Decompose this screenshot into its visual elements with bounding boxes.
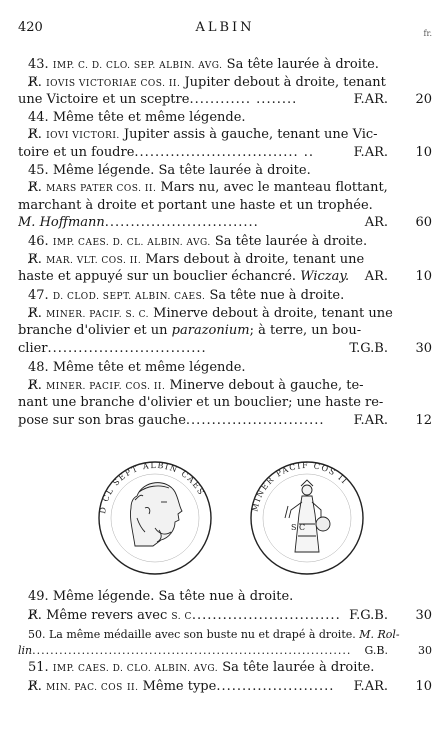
coin-legend: MIN. PAC. COS [46,683,123,693]
value: 10 [415,145,432,160]
value: 30 [415,341,432,356]
entry-45-reverse-source: M. Hoffmann.............................. AR. 60 [18,215,432,230]
entry-45: 45. Même légende. Sa tête laurée à droite. [28,163,311,178]
entry-50-cont: lin....................................................................... G.B. 30 [18,644,432,657]
rarity-ref: T.G.B. [349,341,388,356]
coin-obverse [98,461,211,574]
coin-legend: IMP. CAES. D. CL. ALBIN. AVG. [52,238,211,248]
coin-legend: MINER. PACIF. S. C. [46,310,150,320]
entry-44-reverse-cont: toire et un foudre................................ .. F.AR. 10 [18,145,432,160]
rarity-ref: G.B. [364,644,388,657]
value: 10 [415,269,432,284]
rarity-ref: F.AR. [353,413,388,428]
entry-47: 47. D. CLOD. SEPT. ALBIN. CAES. Sa tête nue à droite. [28,288,345,303]
rarity-ref: AR. [364,215,388,230]
coin-legend: IOVI VICTORI. [46,131,120,141]
entry-48-reverse-cont: nant une branche d'olivier et un bouclier; une haste re- [18,395,384,410]
entry-45-reverse-cont: marchant à droite et portant une haste et un trophée. [18,198,373,213]
entry-43: 43. IMP. C. D. CLO. SEP. ALBIN. AVG. Sa tête laurée à droite. [28,57,379,72]
entry-48-reverse: R̸. MINER. PACIF. COS. II. Minerve debout à gauche, te- [28,378,364,393]
coin-legend: MINER. PACIF. COS. II. [46,382,166,392]
rarity-ref: F.AR. [353,679,388,694]
rarity-ref: F.AR. [353,145,388,160]
entry-43-reverse: R̸. IOVIS VICTORIAE COS. II. Jupiter debout à droite, tenant [28,75,386,90]
page-header [18,20,432,38]
source-name: M. Hoffmann [18,215,105,230]
entry-44-reverse: R̸. IOVI VICTORI. Jupiter assis à gauche, tenant une Vic- [28,127,378,142]
coin-legend: MARS PATER COS. II. [46,184,157,194]
coin-legend: S. C [171,612,192,622]
entry-48-reverse-end: pose sur son bras gauche........................... F.AR. 12 [18,413,432,428]
rarity-ref: F.G.B. [349,608,388,623]
entry-49: 49. Même légende. Sa tête nue à droite. [28,589,294,604]
coin-legend: MAR. VLT. COS. II. [46,256,142,266]
source-name: Wiczay. [300,269,350,284]
entry-47-reverse: R̸. MINER. PACIF. S. C. Minerve debout à droite, tenant une [28,306,393,321]
running-title: ALBIN [195,20,255,35]
minerva-figure-icon [285,480,330,552]
rarity-ref: AR. [364,269,388,284]
value: 10 [415,679,432,694]
value: 12 [415,413,432,428]
entry-48: 48. Même tête et même légende. [28,360,246,375]
obverse-legend: D CL SEPT ALBIN CAES [98,460,207,515]
coin-reverse [250,461,363,574]
value: 20 [415,92,432,107]
page-number: 420 [18,20,43,35]
coin-illustration [95,458,365,578]
source-name: M. Rol- [359,628,400,641]
reverse-sc-mark: S C [291,523,306,532]
entry-51: 51. IMP. CAES. D. CLO. ALBIN. AVG. Sa tête laurée à droite. [28,660,375,675]
corner-mark: fr. [423,29,432,38]
value: 60 [415,215,432,230]
rarity-ref: F.AR. [353,92,388,107]
entry-50: 50. La même médaille avec son buste nu et drapé à droite. M. Rol- [28,628,400,641]
entry-46-reverse: R̸. MAR. VLT. COS. II. Mars debout à droite, tenant une [28,252,365,267]
entry-47-reverse-end: clier............................... T.G.B. 30 [18,341,432,356]
coin-legend: IMP. CAES. D. CLO. ALBIN. AVG. [52,664,219,674]
entry-45-reverse: R̸. MARS PATER COS. II. Mars nu, avec le manteau flottant, [28,180,388,195]
value: 30 [415,608,432,623]
entry-47-reverse-cont: branche d'olivier et un parazonium; à terre, un bou- [18,323,362,338]
entry-43-reverse-cont: une Victoire et un sceptre............ ........ F.AR. 20 [18,92,432,107]
coin-legend: IMP. C. D. CLO. SEP. ALBIN. AVG. [52,61,223,71]
coin-legend: D. CLOD. SEPT. ALBIN. CAES. [52,292,206,302]
value: 30 [418,644,432,657]
entry-46-reverse-cont: haste et appuyé sur un bouclier échancré. Wiczay. AR. 10 [18,269,432,284]
portrait-head-icon [130,483,182,546]
coin-legend: IOVIS VICTORIAE COS. II. [46,79,181,89]
entry-46: 46. IMP. CAES. D. CL. ALBIN. AVG. Sa tête laurée à droite. [28,234,368,249]
entry-51-reverse: R̸. MIN. PAC. COS II. Même type....................... F.AR. 10 [28,679,432,694]
entry-44: 44. Même tête et même légende. [28,110,246,125]
reverse-legend: MINER PACIF COS II [250,460,350,513]
entry-49-reverse: R̸. Même revers avec S. C............................. F.G.B. 30 [28,608,432,623]
